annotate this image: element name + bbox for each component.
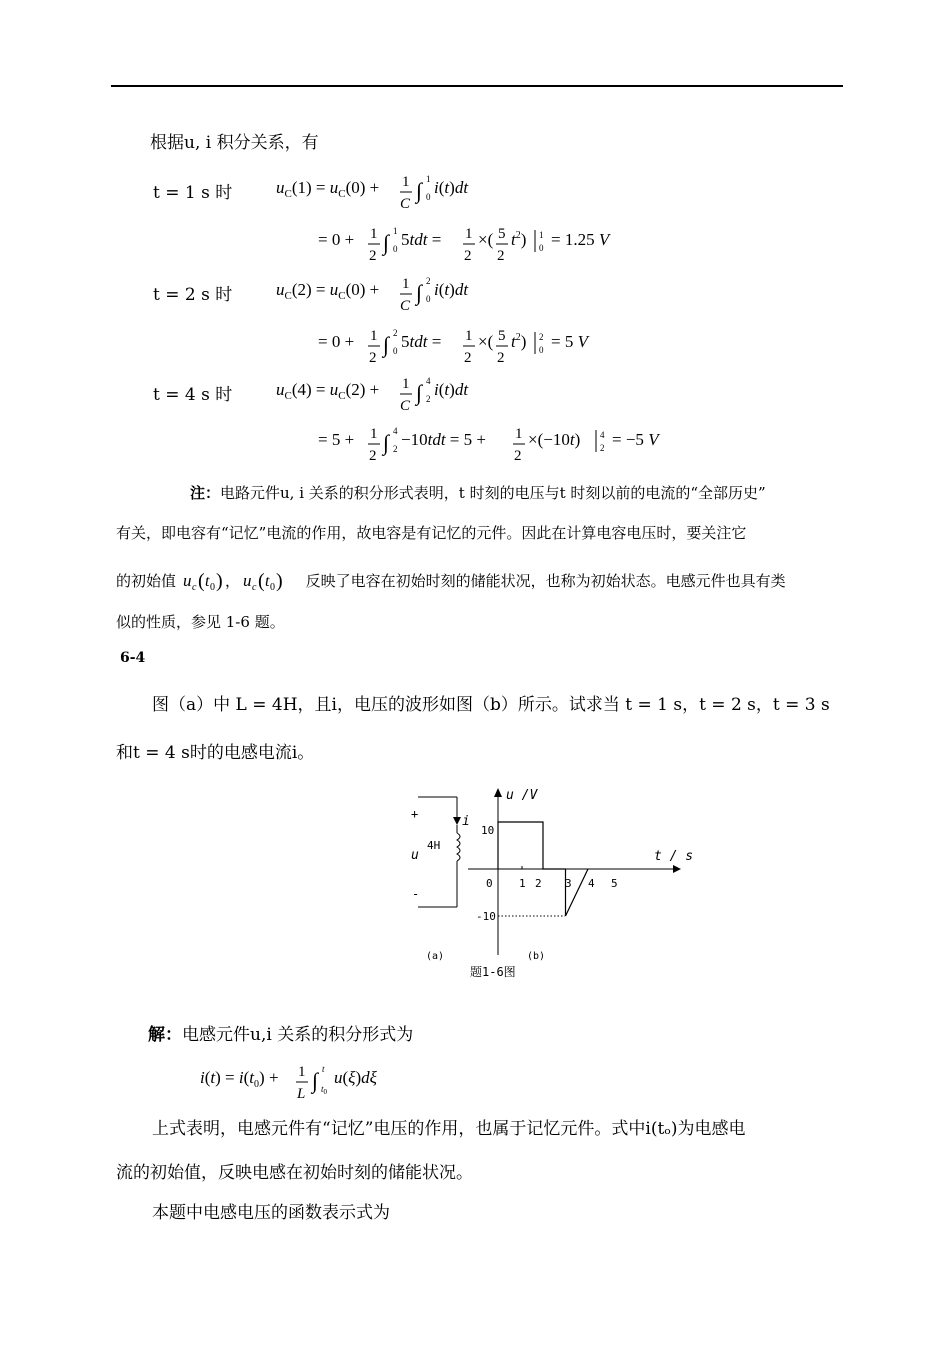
calc-2-label: t = 2 s 时 bbox=[153, 285, 233, 305]
y-tick-neg10: -10 bbox=[476, 910, 496, 923]
inductor-coil bbox=[457, 833, 460, 861]
x-tick-5: 5 bbox=[611, 877, 618, 890]
svg-text:5: 5 bbox=[498, 328, 506, 344]
calc-1-line1 bbox=[276, 168, 506, 217]
solution-para-2: 流的初始值，反映电感在初始时刻的储能状况。 bbox=[116, 1163, 473, 1183]
svg-text:∫: ∫ bbox=[416, 280, 423, 305]
svg-text:0: 0 bbox=[393, 244, 398, 254]
label-b: (b) bbox=[527, 951, 546, 962]
svg-text:4: 4 bbox=[393, 426, 398, 436]
svg-text:2: 2 bbox=[497, 248, 505, 264]
calc-1-eq2 bbox=[318, 220, 618, 264]
svg-text:1: 1 bbox=[465, 226, 473, 242]
svg-text:1: 1 bbox=[515, 426, 523, 442]
svg-text:4: 4 bbox=[600, 430, 605, 440]
problem-number: 6-4 bbox=[120, 650, 146, 666]
svg-text:4: 4 bbox=[426, 376, 431, 386]
note-label: 注： bbox=[190, 484, 221, 502]
circuit-i-label: i bbox=[462, 814, 470, 829]
svg-text:0: 0 bbox=[426, 192, 431, 202]
current-arrow bbox=[453, 817, 461, 825]
svg-text:t2): $t^2$) bbox=[511, 230, 527, 249]
note-initial-values-math bbox=[181, 567, 301, 593]
svg-text:L: L bbox=[297, 1086, 306, 1102]
svg-text:0: 0 bbox=[426, 294, 431, 304]
svg-text:= −5 V: = −5 V bbox=[612, 430, 659, 449]
circuit-diagram-a bbox=[411, 797, 470, 962]
note-line-1 bbox=[190, 482, 766, 503]
plus-sign: + bbox=[411, 807, 419, 821]
svg-text:0: 0 bbox=[539, 243, 544, 253]
svg-text:1: 1 bbox=[539, 230, 544, 240]
svg-text:∫: ∫ bbox=[383, 332, 390, 357]
x-tick-4: 4 bbox=[588, 877, 595, 890]
calc-3-eq1 bbox=[276, 370, 506, 414]
svg-text:∫: ∫ bbox=[416, 178, 423, 203]
svg-text:2: 2 bbox=[514, 448, 522, 464]
svg-text:= 0 +: = 0 + bbox=[318, 230, 355, 249]
svg-text:×(: ×( bbox=[478, 230, 494, 249]
svg-text:uC(2) = uC(0) +: $u_C(2) = u_C(0)$ + bbox=[276, 280, 380, 302]
svg-text:2: 2 bbox=[369, 350, 377, 366]
inductor-label: 4H bbox=[427, 839, 441, 852]
y-axis-arrow bbox=[494, 788, 502, 797]
svg-text:1: 1 bbox=[370, 328, 378, 344]
svg-text:×(: ×( bbox=[478, 332, 494, 351]
minus-sign: - bbox=[412, 887, 420, 901]
svg-text:= 0 +: = 0 + bbox=[318, 332, 355, 351]
svg-text:0: 0 bbox=[269, 582, 275, 593]
label-a: (a) bbox=[426, 951, 445, 962]
svg-text:C: C bbox=[400, 196, 411, 212]
x-tick-0: 0 bbox=[486, 877, 493, 890]
calc-1-label: t = 1 s 时 bbox=[153, 183, 233, 203]
header-rule bbox=[111, 85, 843, 87]
svg-text:1: 1 bbox=[426, 174, 431, 184]
svg-text:2: 2 bbox=[426, 394, 431, 404]
note-line-2: 有关，即电容有“记忆”电流的作用，故电容是有记忆的元件。因此在计算电容电压时，要关注它 bbox=[116, 524, 747, 542]
svg-text:1: 1 bbox=[393, 226, 398, 236]
svg-text:1: 1 bbox=[402, 376, 410, 392]
note-line-3c: 反映了电容在初始时刻的储能状况，也称为初始状态。电感元件也具有类 bbox=[305, 572, 786, 590]
note-line-3 bbox=[116, 567, 786, 593]
problem-line-1: 图（a）中 L = 4H，且i，电压的波形如图（b）所示。试求当 t = 1 s，t = 2 s，t = 3 s bbox=[152, 695, 830, 715]
svg-text:2: 2 bbox=[369, 448, 377, 464]
svg-text:2: 2 bbox=[497, 350, 505, 366]
note-line-4: 似的性质，参见 1-6 题。 bbox=[116, 613, 285, 631]
svg-text:t0: $t_0$ bbox=[321, 1084, 328, 1096]
svg-text:2: 2 bbox=[464, 350, 472, 366]
calc-3-label: t = 4 s 时 bbox=[153, 385, 233, 405]
svg-text:C: C bbox=[400, 398, 411, 414]
x-tick-3: 3 bbox=[565, 877, 572, 890]
svg-text:i(t)dt: i(t)dt bbox=[434, 380, 469, 399]
svg-text:t: t bbox=[322, 1064, 325, 1074]
svg-text:2: 2 bbox=[600, 443, 605, 453]
svg-text:∫: ∫ bbox=[383, 430, 390, 455]
svg-text:= 5 V: = 5 V bbox=[551, 332, 588, 351]
y-axis-label: u /V bbox=[506, 788, 538, 803]
calc-3-line1 bbox=[276, 370, 506, 419]
svg-text:c: c bbox=[251, 582, 257, 593]
svg-text:0: 0 bbox=[393, 346, 398, 356]
svg-text:= 5 +: = 5 + bbox=[318, 430, 355, 449]
svg-text:，: ， bbox=[224, 574, 240, 590]
calc-3-eq2 bbox=[318, 420, 678, 464]
svg-text:C: C bbox=[400, 298, 411, 314]
svg-text:2: 2 bbox=[393, 444, 398, 454]
svg-text:(: ( bbox=[197, 570, 205, 592]
svg-text:i(t)dt: i(t)dt bbox=[434, 178, 469, 197]
calc-1-line2 bbox=[318, 220, 618, 269]
svg-text:t: t bbox=[204, 573, 210, 590]
svg-text:1: 1 bbox=[402, 174, 410, 190]
svg-text:1: 1 bbox=[298, 1064, 306, 1080]
x-tick-2: 2 bbox=[535, 877, 542, 890]
svg-text:uC(1) = uC(0) +: $u_C(1) = u_C(0)$ + bbox=[276, 178, 380, 200]
svg-text:2: 2 bbox=[393, 328, 398, 338]
calc-1-eq1 bbox=[276, 168, 506, 212]
waveform-chart-b bbox=[468, 788, 693, 979]
solution-para-1: 上式表明，电感元件有“记忆”电压的作用，也属于记忆元件。式中i(tₒ)为电感电 bbox=[152, 1119, 746, 1139]
svg-text:1: 1 bbox=[370, 226, 378, 242]
svg-text:∫: ∫ bbox=[416, 380, 423, 405]
y-tick-10: 10 bbox=[481, 824, 495, 837]
calc-3-line2 bbox=[318, 420, 678, 469]
figure-caption: 题1-6图 bbox=[470, 965, 516, 979]
solution-intro: 电感元件u,i 关系的积分形式为 bbox=[182, 1025, 414, 1045]
svg-text:2: 2 bbox=[539, 332, 544, 342]
figure bbox=[395, 783, 695, 983]
svg-text:2: 2 bbox=[464, 248, 472, 264]
solution-label: 解： bbox=[148, 1025, 182, 1045]
svg-text:1: 1 bbox=[402, 276, 410, 292]
solution-intro-line bbox=[148, 1020, 413, 1045]
svg-text:u: u bbox=[182, 571, 192, 590]
svg-text:×(−10t): ×(−10t) bbox=[528, 430, 581, 449]
note-line-3a: 的初始值 bbox=[116, 572, 177, 590]
svg-text:1: 1 bbox=[370, 426, 378, 442]
x-axis-arrow bbox=[673, 865, 681, 873]
svg-text:u(ξ)dξ: u(ξ)dξ bbox=[334, 1068, 377, 1087]
svg-text:0: 0 bbox=[539, 345, 544, 355]
svg-text:∫: ∫ bbox=[312, 1068, 319, 1093]
calc-2-line1 bbox=[276, 270, 506, 319]
svg-text:∫: ∫ bbox=[383, 230, 390, 255]
solution-formula bbox=[200, 1058, 420, 1108]
svg-text:2: 2 bbox=[369, 248, 377, 264]
svg-text:1: 1 bbox=[465, 328, 473, 344]
svg-text:t: t bbox=[264, 573, 270, 590]
solution-formula-svg bbox=[200, 1058, 420, 1104]
svg-text:uC(4) = uC(2) +: $u_C(4) = u_C(2)$ + bbox=[276, 380, 380, 402]
svg-text:5tdt =: 5tdt = bbox=[401, 230, 442, 249]
intro-text: 根据u, i 积分关系，有 bbox=[150, 133, 319, 153]
svg-text:t2): $t^2$) bbox=[511, 332, 527, 351]
svg-text:(: ( bbox=[257, 570, 265, 592]
calc-2-line2 bbox=[318, 322, 618, 371]
svg-text:= 1.25 V: = 1.25 V bbox=[551, 230, 610, 249]
x-axis-label: t / s bbox=[654, 849, 694, 864]
calc-2-eq2 bbox=[318, 322, 618, 366]
svg-text:2: 2 bbox=[426, 276, 431, 286]
circuit-u-label: u bbox=[411, 848, 419, 863]
svg-text:): ) bbox=[275, 570, 283, 592]
x-tick-1: 1 bbox=[519, 877, 526, 890]
calc-2-eq1 bbox=[276, 270, 506, 314]
svg-text:): ) bbox=[215, 570, 223, 592]
svg-text:i(t) = i(t0) +: $i(t) = i(t_0)$ + bbox=[200, 1068, 279, 1090]
problem-line-2: 和t = 4 s时的电感电流i。 bbox=[116, 743, 315, 763]
solution-para-3: 本题中电感电压的函数表示式为 bbox=[152, 1203, 390, 1223]
svg-text:u: u bbox=[242, 571, 252, 590]
svg-text:5: 5 bbox=[498, 226, 506, 242]
svg-text:−10tdt = 5 +: −10tdt = 5 + bbox=[401, 430, 486, 449]
svg-text:c: c bbox=[191, 582, 197, 593]
svg-text:0: 0 bbox=[209, 582, 215, 593]
note-line-1-text: 电路元件u, i 关系的积分形式表明，t 时刻的电压与t 时刻以前的电流的“全部历史” bbox=[220, 484, 766, 502]
svg-text:5tdt =: 5tdt = bbox=[401, 332, 442, 351]
svg-text:i(t)dt: i(t)dt bbox=[434, 280, 469, 299]
